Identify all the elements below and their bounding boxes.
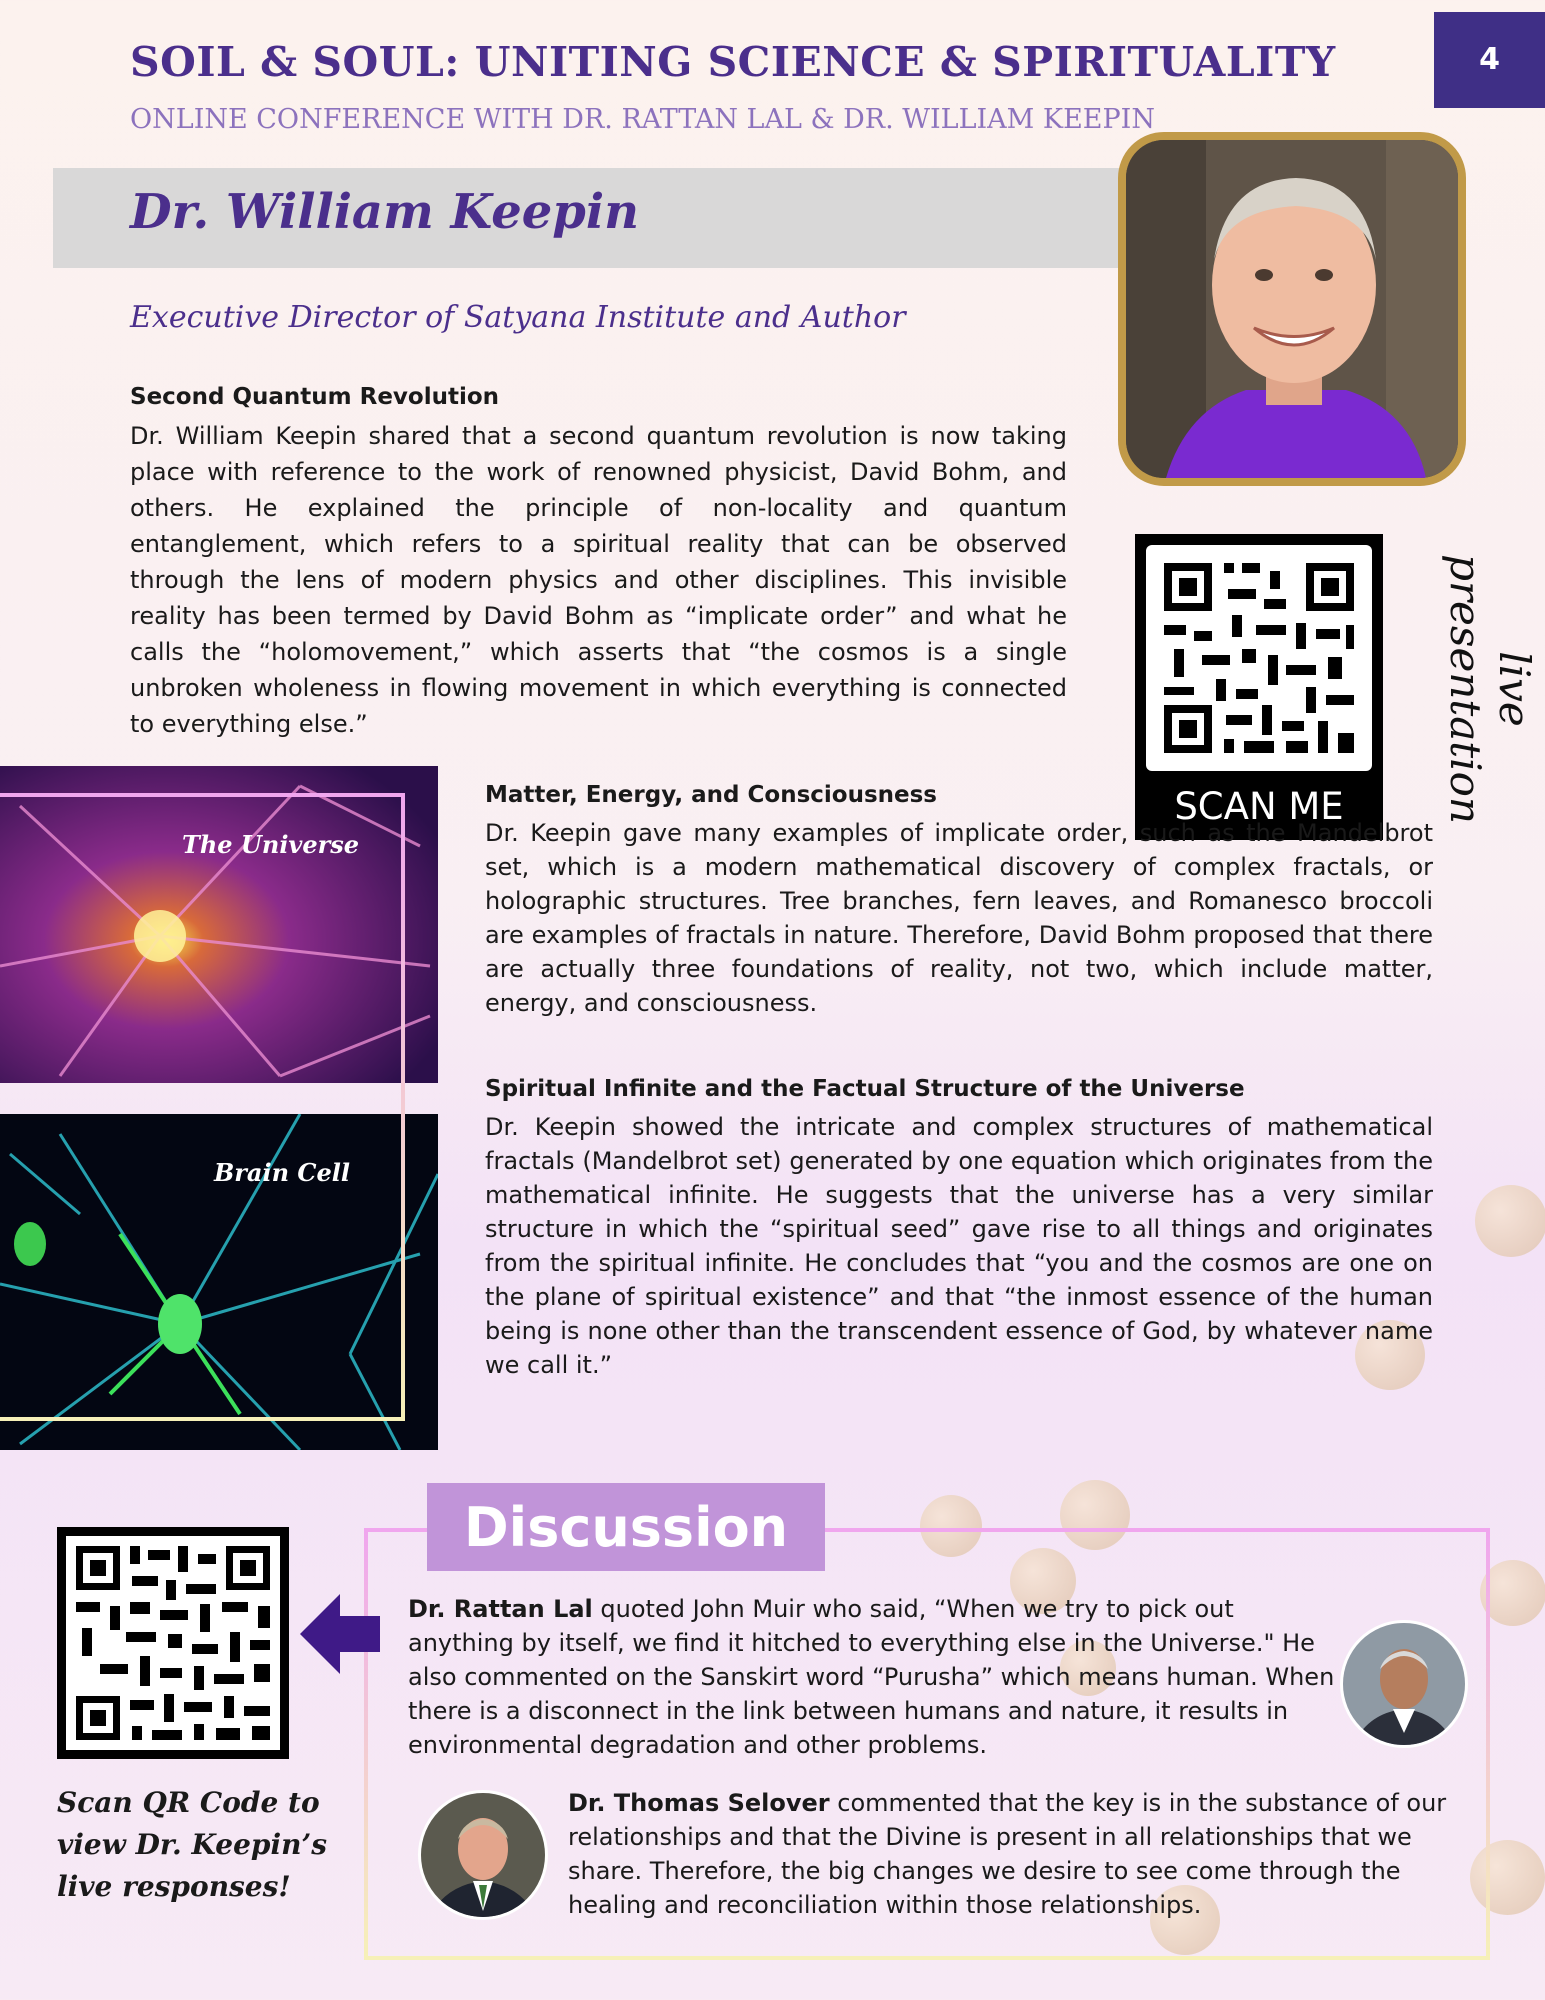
page-title: SOIL & SOUL: UNITING SCIENCE & SPIRITUALITY xyxy=(130,38,1336,86)
section-body xyxy=(485,816,1433,1020)
discussion-entry xyxy=(408,1592,1338,1762)
qr-pattern[interactable] xyxy=(1146,545,1372,771)
speaker-portrait xyxy=(1118,132,1466,486)
section-heading: Matter, Energy, and Consciousness xyxy=(485,782,937,808)
section-body-text: Dr. Keepin gave many examples of implicate order, such as the Mandelbrot set, which is a modern mathematical discovery of complex fractals, or holographic structures. Tree branches, fern leaves, and Romanesco broccoli are examples of fractals in nature. Therefore, David Bohm proposed that there are actually three foundations of reality, not two, which include matter, energy, and consciousness. xyxy=(485,819,1433,1017)
qr-code-icon xyxy=(1146,545,1372,771)
avatar-thomas-selover xyxy=(418,1790,548,1920)
speaker-name: Dr. William Keepin xyxy=(130,184,639,240)
qr-caption: Scan QR Code to view Dr. Keepin’s live responses! xyxy=(57,1786,327,1903)
discussion-text: quoted John Muir who said, “When we try to pick out anything by itself, we find it hitched to everything else in the Universe." He also commented on the Sanskirt word “Purusha” which means human. When there is a disconnect in the link between humans and nature, it results in environmental degradation and other problems. xyxy=(408,1595,1335,1759)
section-heading: Second Quantum Revolution xyxy=(130,384,500,410)
image-frame xyxy=(0,793,405,1421)
scan-me-label: SCAN ME xyxy=(1174,785,1344,828)
section-body: Dr. Keepin showed the intricate and complex structures of mathematical fractals (Mandelbrot set) generated by one equation which originates from the mathematical infinite. He suggests that the universe has a very similar structure in which the “spiritual seed” gave rise to all things and originates from the spiritual infinite. He concludes that “you and the cosmos are one on the plane of spiritual existence” and that “the inmost essence of the human being is none other than the transcendent essence of God, by whatever name we call it.” xyxy=(485,1113,1433,1379)
section-heading: Spiritual Infinite and the Factual Structure of the Universe xyxy=(485,1076,1245,1102)
live-presentation-label: live presentation xyxy=(1441,554,1539,824)
universe-caption: The Universe xyxy=(182,830,360,859)
discussion-text: commented that the key is in the substance of our relationships and that the Divine is present in all relationships that we share. Therefore, the big changes we desire to see come through the healing and reconciliation within those relationships. xyxy=(568,1789,1447,1919)
portrait-illustration xyxy=(1126,140,1458,478)
discussion-title: Discussion xyxy=(427,1483,825,1571)
speaker-role: Executive Director of Satyana Institute and Author xyxy=(130,300,906,335)
decor-dot xyxy=(1475,1185,1545,1257)
discussion-entry xyxy=(568,1786,1448,1922)
page-subtitle: ONLINE CONFERENCE WITH DR. RATTAN LAL & DR. WILLIAM KEEPIN xyxy=(130,104,1155,135)
discussion-speaker: Dr. Rattan Lal xyxy=(408,1595,593,1623)
section-body: Dr. William Keepin shared that a second quantum revolution is now taking place with reference to the work of renowned physicist, David Bohm, and others. He explained the principle of non-locality and quantum entanglement, which refers to a spiritual reality that can be observed through the lens of modern physics and other disciplines. This invisible reality has been termed by David Bohm as “implicate order” and what he calls the “holomovement,” which asserts that “the cosmos is a single unbroken wholeness in flowing movement in which everything is connected to everything else.” xyxy=(130,422,1067,738)
arrow-left-icon xyxy=(300,1594,382,1674)
avatar-rattan-lal xyxy=(1340,1620,1468,1748)
avatar-illustration xyxy=(421,1793,545,1917)
avatar-illustration xyxy=(1343,1623,1465,1745)
discussion-speaker: Dr. Thomas Selover xyxy=(568,1789,830,1817)
page-number: 4 xyxy=(1434,12,1545,108)
brain-cell-caption: Brain Cell xyxy=(214,1158,351,1187)
qr-pattern[interactable] xyxy=(66,1536,280,1750)
qr-code-icon xyxy=(66,1536,280,1750)
